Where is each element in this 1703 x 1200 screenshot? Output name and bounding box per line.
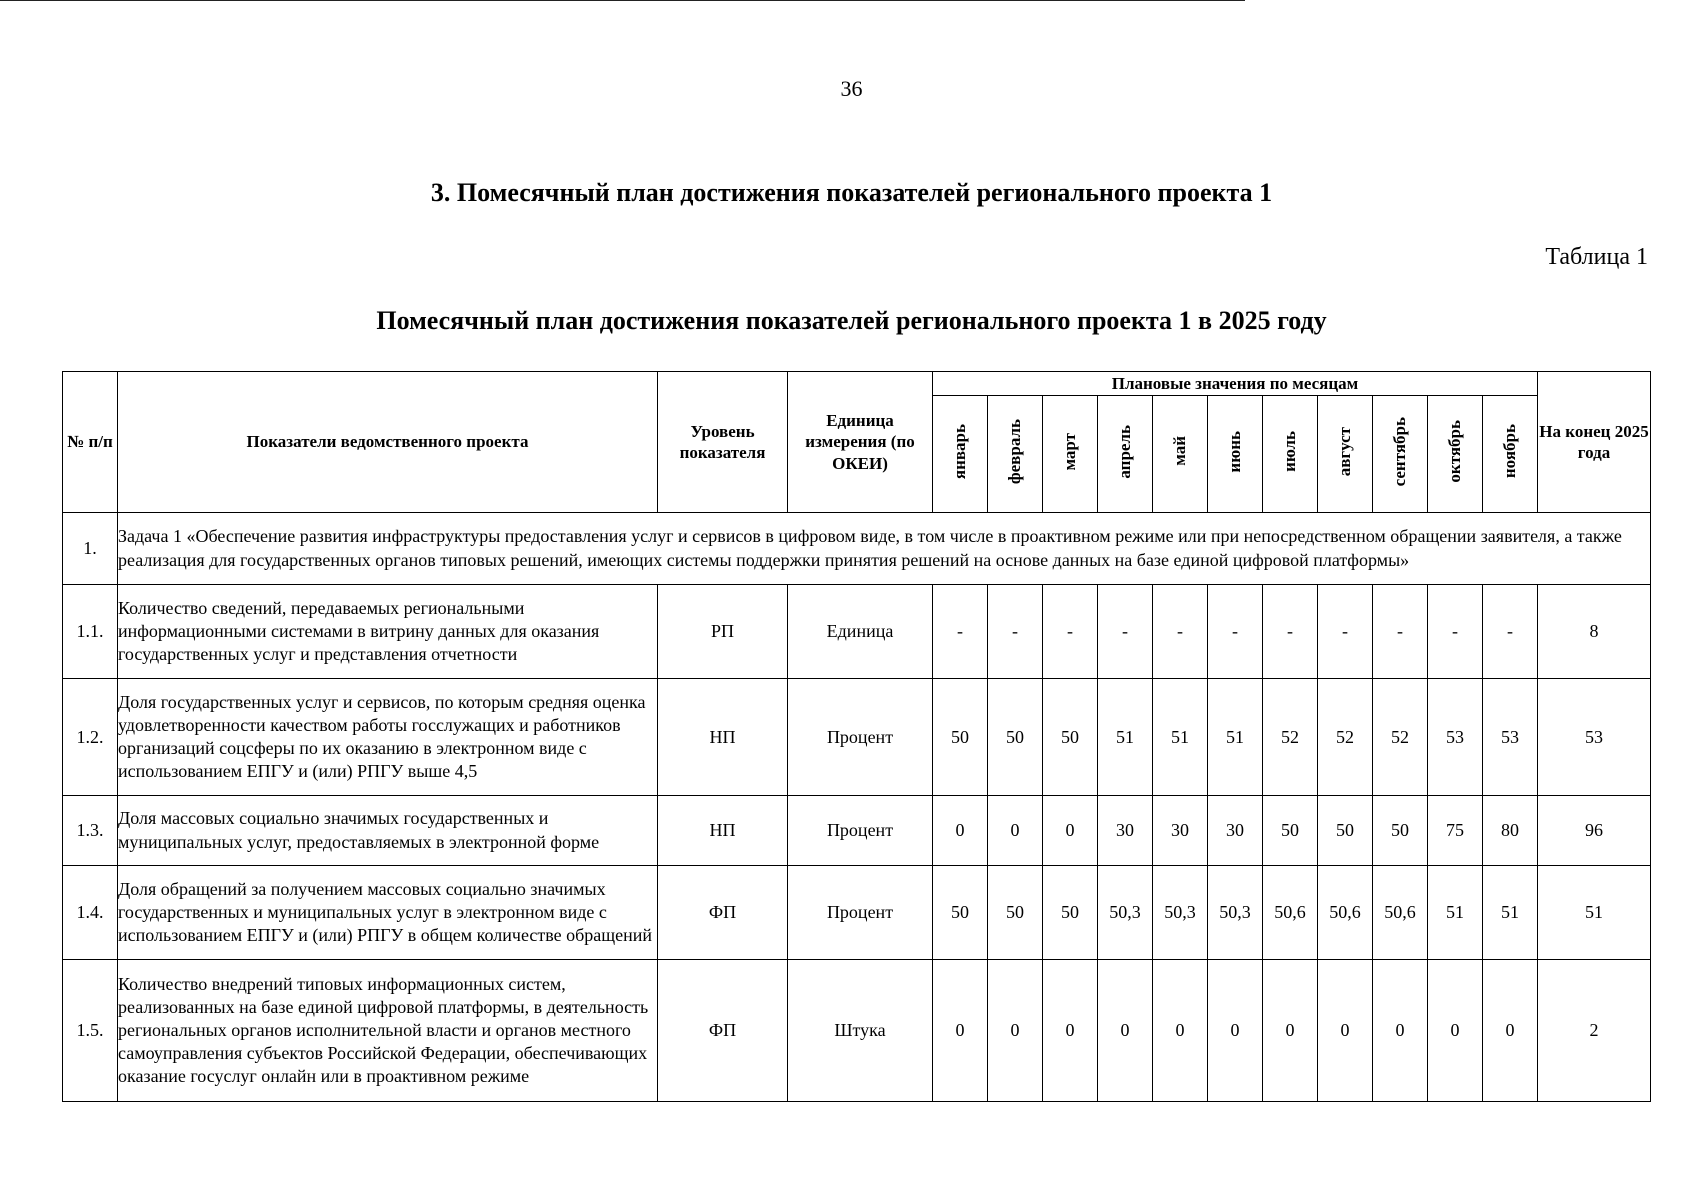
- header-month-label: август: [1335, 426, 1355, 477]
- row-month-value: 50: [988, 866, 1043, 960]
- header-month-label: май: [1170, 436, 1190, 467]
- row-month-value: 52: [1318, 679, 1373, 796]
- row-month-value: 51: [1098, 679, 1153, 796]
- row-month-value: 51: [1153, 679, 1208, 796]
- row-num: 1.1.: [63, 585, 118, 679]
- section-title: 3. Помесячный план достижения показателей регионального проекта 1: [430, 178, 1273, 207]
- table-row: [63, 960, 1651, 1102]
- row-month-value: 0: [1043, 796, 1098, 866]
- header-month-label: февраль: [1005, 418, 1025, 484]
- header-month: [1153, 396, 1208, 513]
- row-month-value: -: [1098, 585, 1153, 679]
- page-top-border: [0, 0, 1245, 1]
- row-indicator: Доля государственных услуг и сервисов, по которым средняя оценка удовлетворенности качеством работы госслужащих и работников организаций соцсферы по их оказанию в электронном виде с использованием ЕПГУ и (или) РПГУ выше 4,5: [118, 679, 658, 796]
- row-month-value: 52: [1263, 679, 1318, 796]
- monthly-plan-table: [62, 371, 1651, 1102]
- row-month-value: 50,6: [1318, 866, 1373, 960]
- header-monthly-group: Плановые значения по месяцам: [933, 372, 1538, 396]
- task-num: 1.: [63, 513, 118, 585]
- row-month-value: 30: [1098, 796, 1153, 866]
- row-indicator: Доля обращений за получением массовых социально значимых государственных и муниципальных услуг в электронном виде с использованием ЕПГУ и (или) РПГУ в общем количестве обращений: [118, 866, 658, 960]
- row-year-end: 53: [1538, 679, 1651, 796]
- row-month-value: -: [1208, 585, 1263, 679]
- header-month-label: сентябрь: [1390, 416, 1410, 487]
- row-level: ФП: [658, 866, 788, 960]
- row-month-value: 50,6: [1373, 866, 1428, 960]
- row-month-value: -: [1483, 585, 1538, 679]
- row-month-value: 0: [933, 960, 988, 1102]
- row-indicator: Количество внедрений типовых информационных систем, реализованных на базе единой цифровой платформы, в деятельность региональных органов исполнительной власти и органов местного самоуправления субъектов Российской Федерации, обеспечивающих оказание госуслуг онлайн или в проактивном режиме: [118, 960, 658, 1102]
- row-month-value: 51: [1483, 866, 1538, 960]
- row-month-value: 50: [933, 679, 988, 796]
- row-month-value: -: [1153, 585, 1208, 679]
- row-unit: Единица: [788, 585, 933, 679]
- row-month-value: -: [1428, 585, 1483, 679]
- row-month-value: 50: [1043, 866, 1098, 960]
- row-year-end: 8: [1538, 585, 1651, 679]
- row-month-value: 0: [1428, 960, 1483, 1102]
- row-month-value: 80: [1483, 796, 1538, 866]
- header-month-label: октябрь: [1445, 420, 1465, 483]
- header-unit: Единица измерения (по ОКЕИ): [788, 372, 933, 513]
- row-month-value: 51: [1208, 679, 1263, 796]
- row-num: 1.3.: [63, 796, 118, 866]
- header-month: [1208, 396, 1263, 513]
- header-level: Уровень показателя: [658, 372, 788, 513]
- row-month-value: -: [1373, 585, 1428, 679]
- header-num: № п/п: [63, 372, 118, 513]
- row-unit: Штука: [788, 960, 933, 1102]
- row-month-value: 51: [1428, 866, 1483, 960]
- row-month-value: 50: [1373, 796, 1428, 866]
- header-month-label: март: [1060, 432, 1080, 471]
- header-month-label: июль: [1280, 430, 1300, 472]
- header-month: [1483, 396, 1538, 513]
- row-indicator: Количество сведений, передаваемых региональными информационными системами в витрину данных для оказания государственных услуг и представления отчетности: [118, 585, 658, 679]
- table-row: [63, 866, 1651, 960]
- row-month-value: 30: [1208, 796, 1263, 866]
- row-num: 1.2.: [63, 679, 118, 796]
- row-num: 1.4.: [63, 866, 118, 960]
- row-month-value: 0: [988, 960, 1043, 1102]
- header-month-label: апрель: [1115, 424, 1135, 479]
- row-month-value: 0: [1318, 960, 1373, 1102]
- row-month-value: 30: [1153, 796, 1208, 866]
- row-month-value: 0: [933, 796, 988, 866]
- table-row: [63, 679, 1651, 796]
- header-month: [1373, 396, 1428, 513]
- header-month-label: июнь: [1225, 430, 1245, 473]
- row-month-value: -: [1043, 585, 1098, 679]
- row-month-value: 50: [1263, 796, 1318, 866]
- header-month: [1098, 396, 1153, 513]
- row-num: 1.5.: [63, 960, 118, 1102]
- row-year-end: 96: [1538, 796, 1651, 866]
- row-month-value: 52: [1373, 679, 1428, 796]
- row-year-end: 51: [1538, 866, 1651, 960]
- header-month: [988, 396, 1043, 513]
- table-label: Таблица 1: [1545, 244, 1648, 270]
- row-month-value: 0: [1098, 960, 1153, 1102]
- row-unit: Процент: [788, 679, 933, 796]
- row-level: НП: [658, 679, 788, 796]
- row-month-value: 50,6: [1263, 866, 1318, 960]
- task-text: Задача 1 «Обеспечение развития инфраструктуры предоставления услуг и сервисов в цифровом виде, в том числе в проактивном режиме или при непосредственном обращении заявителя, а также реализация для государственных органов типовых решений, имеющих системы поддержки принятия решений на основе данных на базе единой цифровой платформы»: [118, 513, 1651, 585]
- row-month-value: 75: [1428, 796, 1483, 866]
- row-month-value: 0: [1373, 960, 1428, 1102]
- row-month-value: 53: [1428, 679, 1483, 796]
- header-month: [1428, 396, 1483, 513]
- row-month-value: -: [1263, 585, 1318, 679]
- row-month-value: 0: [1483, 960, 1538, 1102]
- row-month-value: 53: [1483, 679, 1538, 796]
- row-month-value: 0: [1263, 960, 1318, 1102]
- row-month-value: 50,3: [1153, 866, 1208, 960]
- header-indicator: Показатели ведомственного проекта: [118, 372, 658, 513]
- header-year-end: На конец 2025 года: [1538, 372, 1651, 513]
- row-month-value: 50,3: [1208, 866, 1263, 960]
- row-month-value: -: [988, 585, 1043, 679]
- row-level: НП: [658, 796, 788, 866]
- row-month-value: -: [933, 585, 988, 679]
- header-month: [1043, 396, 1098, 513]
- table-row: [63, 585, 1651, 679]
- row-month-value: 0: [1043, 960, 1098, 1102]
- row-month-value: 50: [933, 866, 988, 960]
- row-month-value: 50: [988, 679, 1043, 796]
- row-year-end: 2: [1538, 960, 1651, 1102]
- task-row: [63, 513, 1651, 585]
- row-month-value: 0: [1208, 960, 1263, 1102]
- header-month-label: январь: [950, 423, 970, 479]
- page-number: 36: [840, 76, 863, 101]
- table-row: [63, 796, 1651, 866]
- row-month-value: -: [1318, 585, 1373, 679]
- header-month: [1318, 396, 1373, 513]
- row-month-value: 0: [1153, 960, 1208, 1102]
- row-unit: Процент: [788, 796, 933, 866]
- row-level: РП: [658, 585, 788, 679]
- row-month-value: 50: [1318, 796, 1373, 866]
- row-month-value: 0: [988, 796, 1043, 866]
- row-month-value: 50,3: [1098, 866, 1153, 960]
- header-month: [933, 396, 988, 513]
- row-unit: Процент: [788, 866, 933, 960]
- row-level: ФП: [658, 960, 788, 1102]
- header-month: [1263, 396, 1318, 513]
- table-title: Помесячный план достижения показателей регионального проекта 1 в 2025 году: [376, 306, 1327, 335]
- row-month-value: 50: [1043, 679, 1098, 796]
- header-month-label: ноябрь: [1500, 424, 1520, 479]
- row-indicator: Доля массовых социально значимых государственных и муниципальных услуг, предоставляемых в электронной форме: [118, 796, 658, 866]
